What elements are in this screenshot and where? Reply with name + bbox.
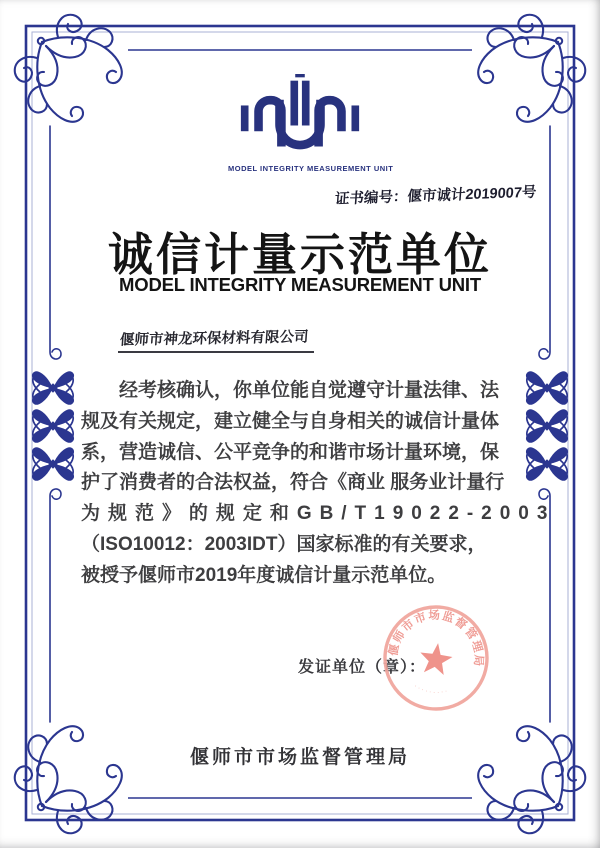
certificate-number-label: 证书编号： — [334, 189, 408, 208]
body-line: 规及有关规定，建立健全与自身相关的诚信计量体 — [81, 410, 500, 432]
certificate-number-value: 偃市诚计2019007号 — [406, 184, 537, 206]
seal-arc-text: 偃师市市场监督管理局 — [387, 609, 485, 668]
seal-bottom-marks: ········· — [412, 682, 451, 697]
recipient-underline — [118, 351, 314, 353]
certificate-body — [81, 376, 556, 592]
svg-text:········· — [412, 682, 451, 698]
body-line: 系，营造诚信、公平竞争的和谐市场计量环境，保 — [81, 441, 500, 463]
body-line: 被授予偃师市2019年度诚信计量示范单位。 — [81, 564, 447, 586]
logo-caption: MODEL INTEGRITY MEASUREMENT UNIT — [228, 164, 394, 173]
body-line: 经考核确认，你单位能自觉遵守计量法律、法 — [119, 380, 500, 401]
issuing-agency: 偃师市市场监督管理局 — [189, 747, 410, 768]
mium-logo-block — [228, 74, 394, 173]
recipient-company-name: 偃师市神龙环保材料有限公司 — [119, 329, 309, 349]
certificate-title-en: MODEL INTEGRITY MEASUREMENT UNIT — [119, 274, 481, 295]
body-line: 护了消费者的合法权益，符合《商业 服务业计量行 — [81, 472, 505, 494]
mium-logo-icon — [230, 74, 370, 156]
seal-star-icon — [418, 641, 454, 676]
official-red-seal — [368, 590, 504, 726]
issuer-label: 发证单位（章）： — [298, 659, 427, 676]
certificate-title-zh: 诚信计量示范单位 — [107, 230, 492, 280]
body-line: （ISO10012：2003IDT）国家标准的有关要求， — [81, 533, 487, 555]
body-line: 为规范》的规定和GB/T19022-2003 — [81, 503, 556, 525]
